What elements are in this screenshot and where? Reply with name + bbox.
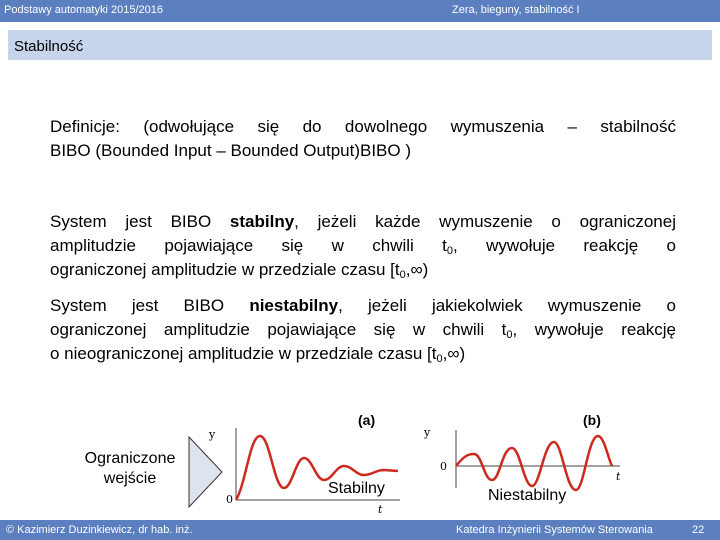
stable-response-plot	[200, 408, 420, 518]
stable-def-line-2: amplitudzie pojawiające się w chwili $t_0$, wywołuje reakcję o	[50, 236, 677, 257]
stable-def-line-3: ograniczonej amplitudzie w przedziale czasu $[t_0,\infty)$	[50, 260, 429, 281]
page-number: 22	[692, 524, 705, 536]
footer-bar	[0, 520, 720, 540]
unstable-origin-label: 0	[440, 460, 447, 473]
unstable-response-curve	[456, 436, 612, 490]
definition-paragraph	[50, 115, 676, 163]
stable-keyword: stabilny	[229, 212, 295, 231]
unstable-caption: Niestabilny	[488, 487, 567, 504]
slide-title-bar	[8, 30, 712, 60]
unstable-definition-paragraph	[50, 294, 676, 366]
definition-line-2: BIBO (Bounded Input – Bounded Output)BIBO )	[50, 141, 412, 160]
unstable-def-line-1: System jest BIBO niestabilny, jeżeli jakiekolwiek wymuszenie o	[50, 296, 677, 315]
unstable-response-plot	[420, 408, 620, 498]
input-label: Ograniczone wejście	[84, 450, 176, 487]
unstable-def-line-2: ograniczonej amplitudzie pojawiające się w chwili $t_0$, wywołuje reakcję	[50, 320, 676, 341]
stable-def-line-1: System jest BIBO stabilny, jeżeli każde wymuszenie o ograniczonej	[50, 212, 676, 231]
definition-line-1: Definicje: (odwołujące się do dowolnego wymuszenia – stabilność	[50, 117, 676, 136]
header-bar	[0, 0, 720, 22]
footer-department: Katedra Inżynierii Systemów Sterowania	[456, 524, 653, 536]
stable-tag: (a)	[358, 412, 376, 428]
lecture-title: Zera, bieguny, stabilność I	[452, 4, 580, 16]
footer-author: © Kazimierz Duzinkiewicz, dr hab. inż.	[6, 524, 193, 536]
stable-y-label: y	[209, 428, 216, 441]
stable-origin-label: 0	[226, 493, 233, 506]
stable-x-label: t	[378, 503, 383, 516]
slide-title: Stabilność	[14, 38, 84, 55]
unstable-tag: (b)	[583, 412, 601, 428]
unstable-x-label: t	[616, 470, 620, 483]
stable-definition-paragraph	[50, 210, 676, 282]
course-title: Podstawy automatyki 2015/2016	[4, 4, 163, 16]
unstable-keyword: niestabilny	[249, 296, 339, 315]
unstable-def-line-3: o nieograniczonej amplitudzie w przedziale czasu $[t_0,\infty)$	[50, 344, 466, 365]
unstable-y-label: y	[424, 426, 431, 439]
stable-caption: Stabilny	[328, 480, 385, 497]
